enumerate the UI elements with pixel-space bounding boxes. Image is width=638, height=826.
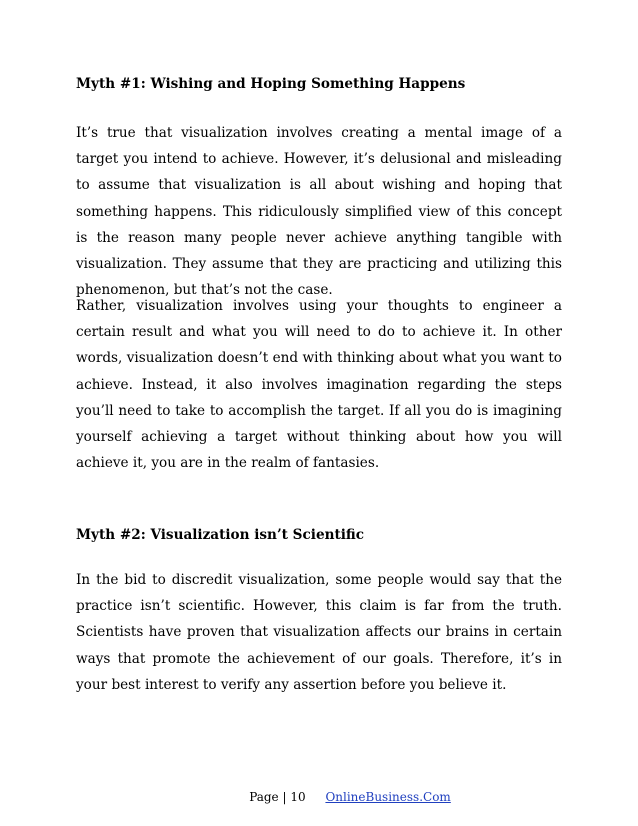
site-link[interactable]: OnlineBusiness.Com [325,790,451,804]
page-footer [0,789,638,805]
page-number: Page | 10 [249,790,306,804]
section-heading-myth-1: Myth #1: Wishing and Hoping Something Happens [76,76,466,92]
section-heading-myth-2: Myth #2: Visualization isn’t Scientific [76,527,365,543]
paragraph-myth-1-detail: Rather, visualization involves using your thoughts to engineer a certain result and what you will need to do to achieve it. In other words, visualization doesn’t end with thinking about what you want to achieve. Instead, it also involves imagination regarding the steps you’ll need to take to accomplish the target. If all you do is imagining yourself achieving a target without thinking about how you will achieve it, you are in the realm of fantasies. [76,298,562,472]
paragraph-myth-1-intro: It’s true that visualization involves creating a mental image of a target you intend to achieve. However, it’s delusional and misleading to assume that visualization is all about wishing and hoping that something happens. This ridiculously simplified view of this concept is the reason many people never achieve anything tangible with visualization. They assume that they are practicing and utilizing this phenomenon, but that’s not the case. [76,125,562,299]
paragraph-myth-2: In the bid to discredit visualization, some people would say that the practice isn’t scientific. However, this claim is far from the truth. Scientists have proven that visualization affects our brains in certain ways that promote the achievement of our goals. Therefore, it’s in your best interest to verify any assertion before you believe it. [76,572,562,693]
